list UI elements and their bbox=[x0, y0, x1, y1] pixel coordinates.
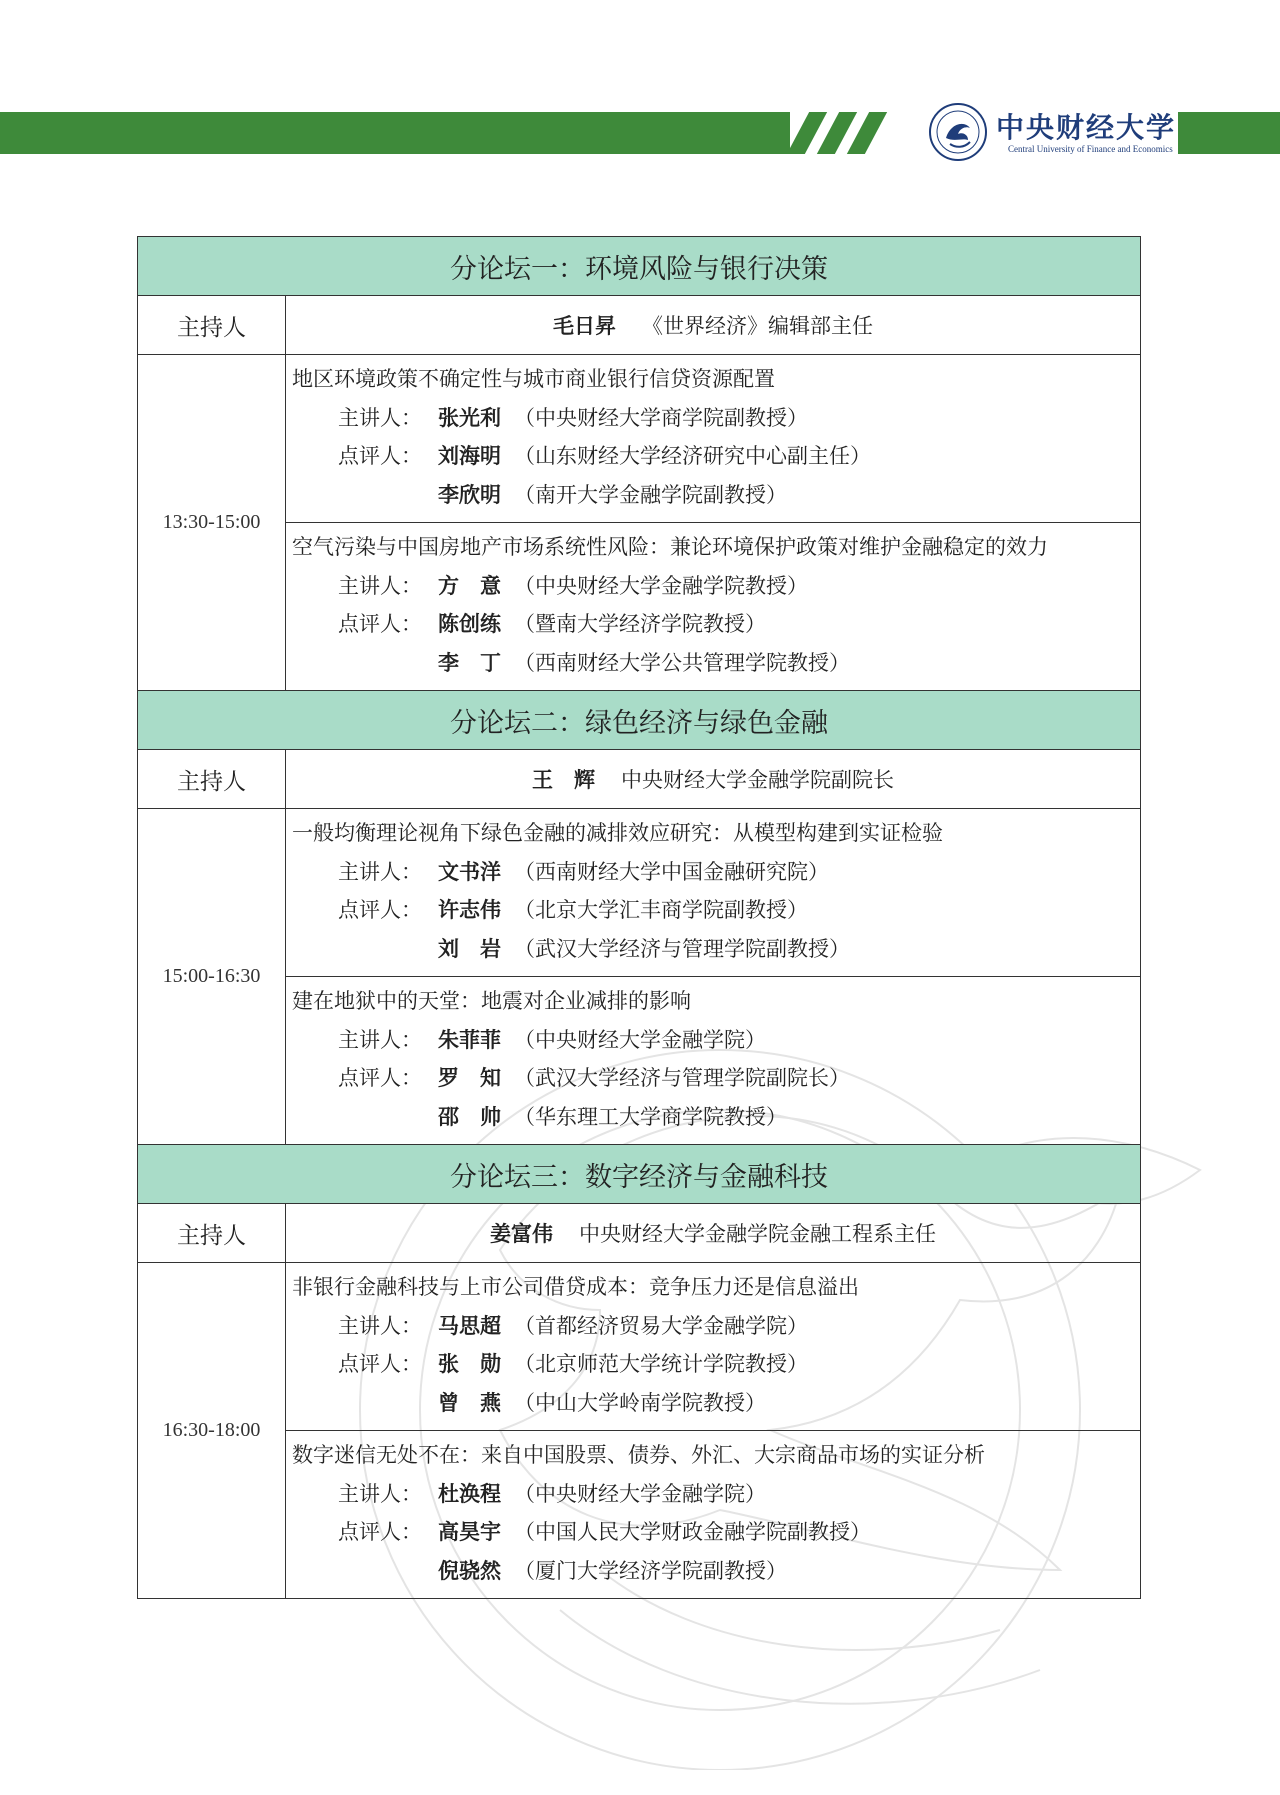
forum-title: 分论坛二：绿色经济与绿色金融 bbox=[138, 691, 1141, 750]
host-title: 中央财经大学金融学院金融工程系主任 bbox=[579, 1222, 936, 1246]
reviewer-name: 李 丁 bbox=[438, 649, 501, 675]
reviewer-name: 倪骁然 bbox=[438, 1557, 501, 1583]
host-title: 中央财经大学金融学院副院长 bbox=[621, 768, 894, 792]
host-label: 主持人 bbox=[138, 1204, 286, 1263]
reviewer-name: 陈创练 bbox=[438, 611, 501, 636]
paper-row bbox=[138, 355, 1141, 523]
speaker-affiliation: （中央财经大学金融学院） bbox=[514, 1027, 766, 1052]
speaker-role-label: 主讲人： bbox=[338, 1481, 422, 1506]
paper-cell bbox=[286, 1431, 1141, 1599]
reviewer-affiliation: （山东财经大学经济研究中心副主任） bbox=[514, 444, 871, 468]
header-bar bbox=[0, 112, 790, 154]
host-info bbox=[286, 296, 1141, 355]
speaker-role-label: 主讲人： bbox=[338, 573, 422, 598]
reviewer-line bbox=[292, 437, 1132, 476]
speaker-line bbox=[292, 1307, 1132, 1346]
paper-cell bbox=[286, 809, 1141, 977]
university-emblem-icon bbox=[928, 102, 988, 162]
university-logo bbox=[928, 100, 1177, 166]
host-label: 主持人 bbox=[138, 296, 286, 355]
speaker-line bbox=[292, 567, 1132, 606]
session-time: 15:00-16:30 bbox=[138, 809, 286, 1145]
reviewer-role-label: 点评人： bbox=[338, 898, 422, 922]
speaker-name: 朱菲菲 bbox=[438, 1026, 501, 1052]
paper-title: 建在地狱中的天堂：地震对企业减排的影响 bbox=[292, 989, 691, 1013]
speaker-affiliation: （中央财经大学商学院副教授） bbox=[514, 405, 808, 430]
header-bar-right bbox=[1178, 112, 1280, 154]
paper-title: 一般均衡理论视角下绿色金融的减排效应研究：从模型构建到实证检验 bbox=[292, 821, 943, 845]
host-info bbox=[286, 1204, 1141, 1263]
paper-cell bbox=[286, 355, 1141, 523]
reviewer-line bbox=[292, 1059, 1132, 1098]
speaker-line bbox=[292, 1475, 1132, 1514]
paper-title: 空气污染与中国房地产市场系统性风险：兼论环境保护政策对维护金融稳定的效力 bbox=[292, 535, 1048, 559]
paper-row bbox=[138, 809, 1141, 977]
reviewer-name: 高昊宇 bbox=[438, 1519, 501, 1544]
forum-title-row bbox=[138, 691, 1141, 750]
speaker-name: 张光利 bbox=[438, 404, 501, 430]
reviewer-name: 李欣明 bbox=[438, 481, 501, 507]
reviewer-line bbox=[292, 476, 1132, 515]
reviewer-affiliation: （西南财经大学公共管理学院教授） bbox=[514, 650, 850, 675]
paper-cell bbox=[286, 523, 1141, 691]
session-time: 13:30-15:00 bbox=[138, 355, 286, 691]
reviewer-affiliation: （中国人民大学财政金融学院副教授） bbox=[514, 1520, 871, 1544]
paper-title: 非银行金融科技与上市公司借贷成本：竞争压力还是信息溢出 bbox=[292, 1275, 859, 1299]
reviewer-name: 罗 知 bbox=[438, 1065, 501, 1090]
speaker-affiliation: （中央财经大学金融学院教授） bbox=[514, 573, 808, 598]
host-name: 王 辉 bbox=[532, 767, 595, 792]
paper-cell bbox=[286, 1263, 1141, 1431]
forum-title: 分论坛三：数字经济与金融科技 bbox=[138, 1145, 1141, 1204]
forum-title-row bbox=[138, 1145, 1141, 1204]
reviewer-affiliation: （华东理工大学商学院教授） bbox=[514, 1104, 787, 1129]
speaker-role-label: 主讲人： bbox=[338, 405, 422, 430]
reviewer-affiliation: （武汉大学经济与管理学院副教授） bbox=[514, 936, 850, 961]
host-label: 主持人 bbox=[138, 750, 286, 809]
reviewer-role-label: 点评人： bbox=[338, 444, 422, 468]
schedule-table bbox=[137, 236, 1141, 1599]
reviewer-line bbox=[292, 1513, 1132, 1552]
reviewer-name: 刘海明 bbox=[438, 443, 501, 468]
reviewer-affiliation: （南开大学金融学院副教授） bbox=[514, 482, 787, 507]
speaker-role-label: 主讲人： bbox=[338, 1313, 422, 1338]
host-info bbox=[286, 750, 1141, 809]
speaker-name: 方 意 bbox=[438, 572, 501, 598]
host-row bbox=[138, 1204, 1141, 1263]
reviewer-role-label: 点评人： bbox=[338, 1352, 422, 1376]
paper-row bbox=[138, 1431, 1141, 1599]
reviewer-line bbox=[292, 605, 1132, 644]
reviewer-affiliation: （中山大学岭南学院教授） bbox=[514, 1390, 766, 1415]
reviewer-line bbox=[292, 644, 1132, 683]
host-row bbox=[138, 296, 1141, 355]
reviewer-line bbox=[292, 1552, 1132, 1591]
forum-title: 分论坛一：环境风险与银行决策 bbox=[138, 237, 1141, 296]
host-name: 毛日昇 bbox=[553, 313, 616, 338]
speaker-name: 杜涣程 bbox=[438, 1480, 501, 1506]
paper-row bbox=[138, 523, 1141, 691]
speaker-line bbox=[292, 1021, 1132, 1060]
speaker-role-label: 主讲人： bbox=[338, 859, 422, 884]
reviewer-affiliation: （武汉大学经济与管理学院副院长） bbox=[514, 1066, 850, 1090]
speaker-role-label: 主讲人： bbox=[338, 1027, 422, 1052]
forum-title-row bbox=[138, 237, 1141, 296]
reviewer-line bbox=[292, 1345, 1132, 1384]
reviewer-role-label: 点评人： bbox=[338, 612, 422, 636]
reviewer-affiliation: （北京师范大学统计学院教授） bbox=[514, 1352, 808, 1376]
reviewer-role-label: 点评人： bbox=[338, 1520, 422, 1544]
speaker-name: 马思超 bbox=[438, 1312, 501, 1338]
paper-title: 数字迷信无处不在：来自中国股票、债券、外汇、大宗商品市场的实证分析 bbox=[292, 1443, 985, 1467]
session-time: 16:30-18:00 bbox=[138, 1263, 286, 1599]
reviewer-line bbox=[292, 1384, 1132, 1423]
reviewer-name: 曾 燕 bbox=[438, 1389, 501, 1415]
reviewer-line bbox=[292, 891, 1132, 930]
reviewer-affiliation: （暨南大学经济学院教授） bbox=[514, 612, 766, 636]
paper-row bbox=[138, 977, 1141, 1145]
reviewer-name: 张 勋 bbox=[438, 1351, 501, 1376]
speaker-name: 文书洋 bbox=[438, 858, 501, 884]
paper-row bbox=[138, 1263, 1141, 1431]
speaker-affiliation: （中央财经大学金融学院） bbox=[514, 1481, 766, 1506]
reviewer-name: 许志伟 bbox=[438, 897, 501, 922]
host-row bbox=[138, 750, 1141, 809]
reviewer-name: 刘 岩 bbox=[438, 935, 501, 961]
speaker-line bbox=[292, 853, 1132, 892]
reviewer-line bbox=[292, 1098, 1132, 1137]
host-name: 姜富伟 bbox=[490, 1221, 553, 1246]
paper-title: 地区环境政策不确定性与城市商业银行信贷资源配置 bbox=[292, 367, 775, 391]
speaker-line bbox=[292, 399, 1132, 438]
speaker-affiliation: （西南财经大学中国金融研究院） bbox=[514, 859, 829, 884]
reviewer-affiliation: （厦门大学经济学院副教授） bbox=[514, 1558, 787, 1583]
reviewer-line bbox=[292, 930, 1132, 969]
logo-english-name: Central University of Finance and Economics bbox=[1008, 144, 1173, 154]
host-title: 《世界经济》编辑部主任 bbox=[642, 314, 873, 338]
reviewer-name: 邵 帅 bbox=[438, 1103, 501, 1129]
speaker-affiliation: （首都经济贸易大学金融学院） bbox=[514, 1313, 808, 1338]
paper-cell bbox=[286, 977, 1141, 1145]
logo-chinese-name: 中央财经大学 bbox=[996, 111, 1177, 144]
reviewer-role-label: 点评人： bbox=[338, 1066, 422, 1090]
reviewer-affiliation: （北京大学汇丰商学院副教授） bbox=[514, 898, 808, 922]
